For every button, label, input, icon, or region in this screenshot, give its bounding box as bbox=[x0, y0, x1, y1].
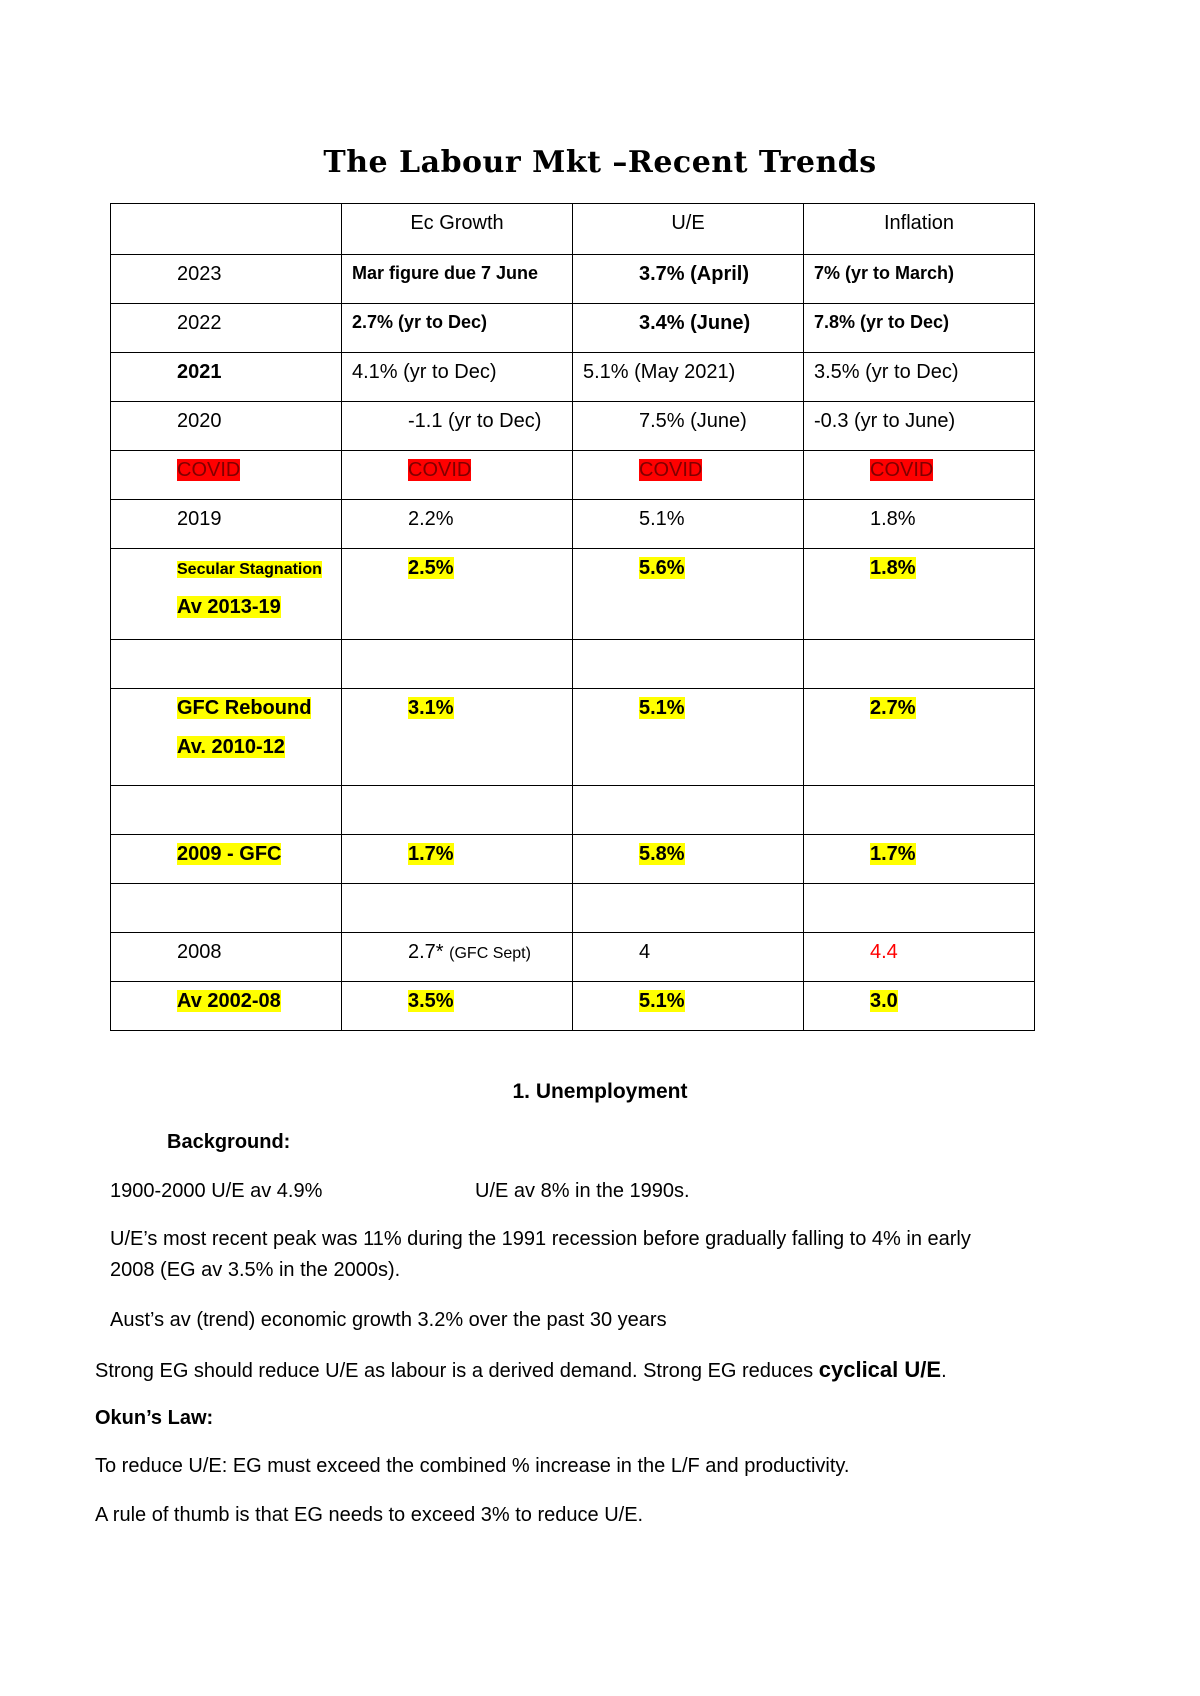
ue-cell: 4 bbox=[573, 933, 804, 982]
table-row-empty bbox=[111, 884, 1035, 933]
ue-value: 5.1% bbox=[639, 697, 685, 719]
section-heading: 1. Unemployment bbox=[512, 1080, 688, 1103]
header-ue: U/E bbox=[573, 204, 804, 255]
table-row-2023 bbox=[111, 255, 1035, 304]
ue-cell: 5.1% (May 2021) bbox=[573, 353, 804, 402]
growth-cell: -1.1 (yr to Dec) bbox=[342, 402, 573, 451]
ue-cell: 3.7% (April) bbox=[573, 255, 804, 304]
table-header-row bbox=[111, 204, 1035, 255]
row-label: 2022 bbox=[111, 304, 342, 353]
covid-cell bbox=[573, 451, 804, 500]
header-inflation: Inflation bbox=[804, 204, 1035, 255]
inflation-cell bbox=[804, 835, 1035, 884]
inflation-value: 1.7% bbox=[870, 843, 916, 865]
gfc-rebound-period: Av. 2010-12 bbox=[177, 736, 285, 758]
table-row-2022 bbox=[111, 304, 1035, 353]
av-0208-label: Av 2002-08 bbox=[177, 990, 281, 1012]
secular-label: Secular Stagnation bbox=[177, 561, 322, 578]
row-label: 2008 bbox=[111, 933, 342, 982]
cyclical-ue-term: cyclical U/E bbox=[818, 1357, 942, 1382]
secular-period: Av 2013-19 bbox=[177, 596, 281, 618]
ue-average-1990s: U/E av 8% in the 1990s. bbox=[475, 1180, 690, 1202]
growth-note: (GFC Sept) bbox=[449, 945, 531, 962]
growth-cell: Mar figure due 7 June bbox=[342, 255, 573, 304]
inflation-cell: 4.4 bbox=[804, 933, 1035, 982]
table-row-2019 bbox=[111, 500, 1035, 549]
ue-value: 5.6% bbox=[639, 557, 685, 579]
growth-value: 3.1% bbox=[408, 697, 454, 719]
growth-value: 3.5% bbox=[408, 990, 454, 1012]
inflation-cell: 3.5% (yr to Dec) bbox=[804, 353, 1035, 402]
table-row-2009-gfc bbox=[111, 835, 1035, 884]
covid-cell bbox=[111, 451, 342, 500]
table-row-2008 bbox=[111, 933, 1035, 982]
inflation-cell: -0.3 (yr to June) bbox=[804, 402, 1035, 451]
growth-cell bbox=[342, 982, 573, 1031]
ue-cell: 3.4% (June) bbox=[573, 304, 804, 353]
table-row-empty bbox=[111, 640, 1035, 689]
growth-value: 1.7% bbox=[408, 843, 454, 865]
growth-cell bbox=[342, 933, 573, 982]
ue-cell: 7.5% (June) bbox=[573, 402, 804, 451]
ue-cell: 5.1% bbox=[573, 500, 804, 549]
inflation-value: 3.0 bbox=[870, 990, 898, 1012]
table-row-av-2002-08 bbox=[111, 982, 1035, 1031]
ue-value: 5.8% bbox=[639, 843, 685, 865]
labour-market-table bbox=[110, 203, 1035, 1031]
covid-marker: COVID bbox=[870, 459, 934, 481]
ue-average-century: 1900-2000 U/E av 4.9% bbox=[110, 1180, 323, 1202]
ue-cell bbox=[573, 982, 804, 1031]
growth-cell: 4.1% (yr to Dec) bbox=[342, 353, 573, 402]
row-label bbox=[111, 549, 342, 640]
inflation-cell: 7% (yr to March) bbox=[804, 255, 1035, 304]
ue-peak-text bbox=[110, 1224, 1100, 1286]
rule-of-thumb-text: A rule of thumb is that EG needs to exceed 3% to reduce U/E. bbox=[95, 1504, 644, 1526]
inflation-value: 1.8% bbox=[870, 557, 916, 579]
table-row-2021 bbox=[111, 353, 1035, 402]
covid-marker: COVID bbox=[408, 459, 472, 481]
header-cell-empty bbox=[111, 204, 342, 255]
covid-marker: COVID bbox=[639, 459, 703, 481]
row-label bbox=[111, 835, 342, 884]
row-label: 2021 bbox=[111, 353, 342, 402]
covid-marker: COVID bbox=[177, 459, 241, 481]
row-label bbox=[111, 689, 342, 786]
row-label: 2019 bbox=[111, 500, 342, 549]
ue-cell bbox=[573, 549, 804, 640]
ue-cell bbox=[573, 835, 804, 884]
table-row-secular-stagnation bbox=[111, 549, 1035, 640]
ue-peak-line1: U/E’s most recent peak was 11% during the 1991 recession before gradually falling to 4% in early bbox=[110, 1228, 971, 1250]
inflation-cell bbox=[804, 982, 1035, 1031]
growth-value: 2.5% bbox=[408, 557, 454, 579]
growth-cell bbox=[342, 689, 573, 786]
trend-growth-text: Aust’s av (trend) economic growth 3.2% over the past 30 years bbox=[110, 1309, 667, 1331]
table-row-empty bbox=[111, 786, 1035, 835]
header-ec-growth: Ec Growth bbox=[342, 204, 573, 255]
table-row-2020 bbox=[111, 402, 1035, 451]
row-label: 2023 bbox=[111, 255, 342, 304]
growth-value: 2.7* bbox=[408, 941, 444, 963]
growth-cell bbox=[342, 835, 573, 884]
ue-value: 5.1% bbox=[639, 990, 685, 1012]
inflation-cell: 7.8% (yr to Dec) bbox=[804, 304, 1035, 353]
covid-cell bbox=[342, 451, 573, 500]
ue-peak-line2: 2008 (EG av 3.5% in the 2000s). bbox=[110, 1259, 401, 1281]
growth-cell: 2.2% bbox=[342, 500, 573, 549]
document-title: The Labour Mkt –Recent Trends bbox=[323, 145, 877, 180]
row-label: 2020 bbox=[111, 402, 342, 451]
inflation-cell: 1.8% bbox=[804, 500, 1035, 549]
growth-cell: 2.7% (yr to Dec) bbox=[342, 304, 573, 353]
gfc-rebound-label: GFC Rebound bbox=[177, 697, 312, 719]
okuns-law-heading: Okun’s Law: bbox=[95, 1407, 214, 1429]
table-row-covid bbox=[111, 451, 1035, 500]
strong-eg-sentence: Strong EG should reduce U/E as labour is a derived demand. Strong EG reduces bbox=[95, 1360, 814, 1382]
inflation-value: 2.7% bbox=[870, 697, 916, 719]
covid-cell bbox=[804, 451, 1035, 500]
ue-cell bbox=[573, 689, 804, 786]
strong-eg-text: Strong EG should reduce U/E as labour is a derived demand. Strong EG reduces cyclical U/E. bbox=[95, 1357, 947, 1382]
row-label bbox=[111, 982, 342, 1031]
growth-cell bbox=[342, 549, 573, 640]
inflation-cell bbox=[804, 549, 1035, 640]
inflation-cell bbox=[804, 689, 1035, 786]
gfc-2009-label: 2009 - GFC bbox=[177, 843, 282, 865]
reduce-ue-text: To reduce U/E: EG must exceed the combined % increase in the L/F and productivity. bbox=[95, 1455, 850, 1477]
background-label: Background: bbox=[167, 1131, 291, 1153]
table-row-gfc-rebound bbox=[111, 689, 1035, 786]
